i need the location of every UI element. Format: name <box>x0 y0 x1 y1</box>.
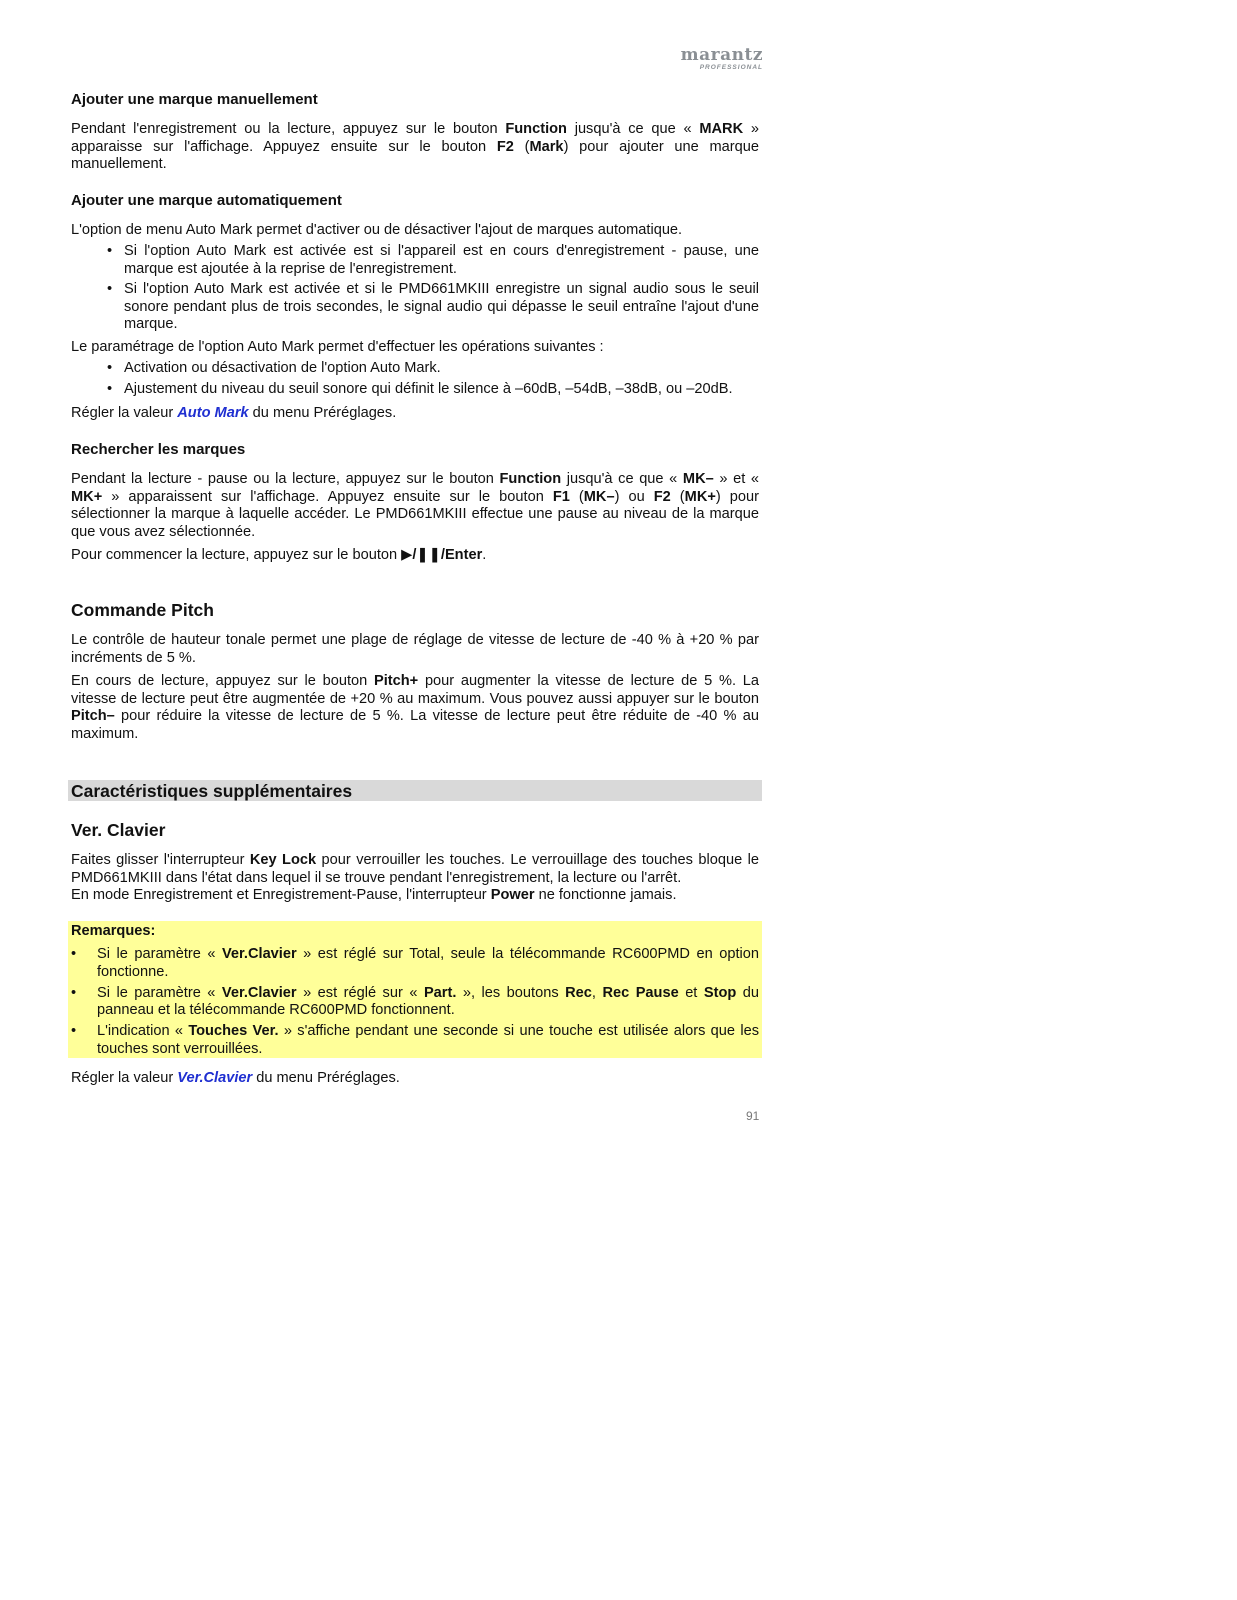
link-ver-clavier[interactable]: Ver.Clavier <box>177 1070 253 1086</box>
paragraph-auto-mark-setting-ref: Régler la valeur Auto Mark du menu Préréglages. <box>71 405 397 421</box>
heading-add-mark-manually: Ajouter une marque manuellement <box>71 91 318 108</box>
link-auto-mark[interactable]: Auto Mark <box>177 405 249 421</box>
list-item: • Activation ou désactivation de l'option Auto Mark. <box>107 360 441 376</box>
list-item: • Si l'option Auto Mark est activée et si le PMD661MKIII enregistre un signal audio sous le seuil sonore pendant plus de trois secondes, le signal audio qui dépasse le seuil entraîne l'ajout d'une marque. <box>107 281 759 333</box>
heading-key-lock: Ver. Clavier <box>71 820 166 840</box>
paragraph-add-mark-manually: Pendant l'enregistrement ou la lecture, appuyez sur le bouton Function jusqu'à ce que « MARK » apparaisse sur l'affichage. Appuyez ensuite sur le bouton F2 (Mark) pour ajouter une marque manuellement. <box>71 121 760 173</box>
list-item: • Ajustement du niveau du seuil sonore qui définit le silence à –60dB, –54dB, –38dB, ou –20dB. <box>107 380 733 397</box>
remarks-box <box>68 921 762 1058</box>
paragraph-pitch-usage: En cours de lecture, appuyez sur le bouton Pitch+ pour augmenter la vitesse de lecture de 5 %. La vitesse de lecture peut être augmentée de +20 % au maximum. Vous pouvez aussi appuyer sur le bouton Pitch– pour réduire la vitesse de lecture de 5 %. La vitesse de lecture peut être réduite de -40 % au maximum. <box>71 673 760 742</box>
list-item: • Si le paramètre « Ver.Clavier » est réglé sur Total, seule la télécommande RC600PMD en option fonctionne. <box>71 946 759 980</box>
play-pause-enter-label: ▶/❚❚/Enter <box>401 547 483 563</box>
list-item: • Si l'option Auto Mark est activée est si l'appareil est en cours d'enregistrement - pause, une marque est ajoutée à la reprise de l'enregistrement. <box>107 243 759 277</box>
logo-wordmark: marantz <box>680 45 763 65</box>
heading-add-mark-auto: Ajouter une marque automatiquement <box>71 192 342 209</box>
heading-search-marks: Rechercher les marques <box>71 441 246 458</box>
list-item: • Si le paramètre « Ver.Clavier » est réglé sur « Part. », les boutons Rec, Rec Pause et Stop du panneau et la télécommande RC600PMD fonctionnent. <box>71 984 760 1019</box>
logo <box>659 47 763 72</box>
list-auto-mark-behaviour <box>71 243 759 337</box>
paragraph-start-playback: Pour commencer la lecture, appuyez sur le bouton ▶/❚❚/Enter. <box>71 547 487 563</box>
paragraph-key-lock: Faites glisser l'interrupteur Key Lock pour verrouiller les touches. Le verrouillage des touches bloque le PMD661MKIII dans l'état dans lequel il se trouve pendant l'enregistrement, la lecture ou l'arrêt. En mode Enregistrement et Enregistrement-Pause, l'interrupteur Power ne fonctionne jamais. <box>71 852 760 904</box>
heading-pitch-control: Commande Pitch <box>71 600 214 620</box>
remarks-list <box>71 946 759 1062</box>
section-bar-additional-features: Caractéristiques supplémentaires <box>68 780 762 801</box>
page-number: 91 <box>746 1109 760 1123</box>
list-auto-mark-settings <box>71 360 759 401</box>
paragraph-search-marks: Pendant la lecture - pause ou la lecture, appuyez sur le bouton Function jusqu'à ce que « MK– » et « MK+ » apparaissent sur l'affichage. Appuyez ensuite sur le bouton F1 (MK–) ou F2 (MK+) pour sélectionner la marque à laquelle accéder. Le PMD661MKIII effectue une pause au niveau de la marque que vous avez sélectionnée. <box>71 471 759 540</box>
paragraph-key-lock-setting-ref: Régler la valeur Ver.Clavier du menu Préréglages. <box>71 1070 400 1086</box>
paragraph-auto-mark-settings: Le paramétrage de l'option Auto Mark permet d'effectuer les opérations suivantes : <box>71 339 604 355</box>
remarks-title: Remarques: <box>71 923 156 939</box>
list-item: • L'indication « Touches Ver. » s'affiche pendant une seconde si une touche est utilisée alors que les touches sont verrouillées. <box>71 1023 760 1057</box>
logo-subtitle: PROFESSIONAL <box>699 64 763 71</box>
paragraph-auto-mark-intro: L'option de menu Auto Mark permet d'activer ou de désactiver l'ajout de marques automatique. <box>71 222 683 238</box>
paragraph-pitch-range: Le contrôle de hauteur tonale permet une plage de réglage de vitesse de lecture de -40 % à +20 % par incréments de 5 %. <box>71 632 759 666</box>
